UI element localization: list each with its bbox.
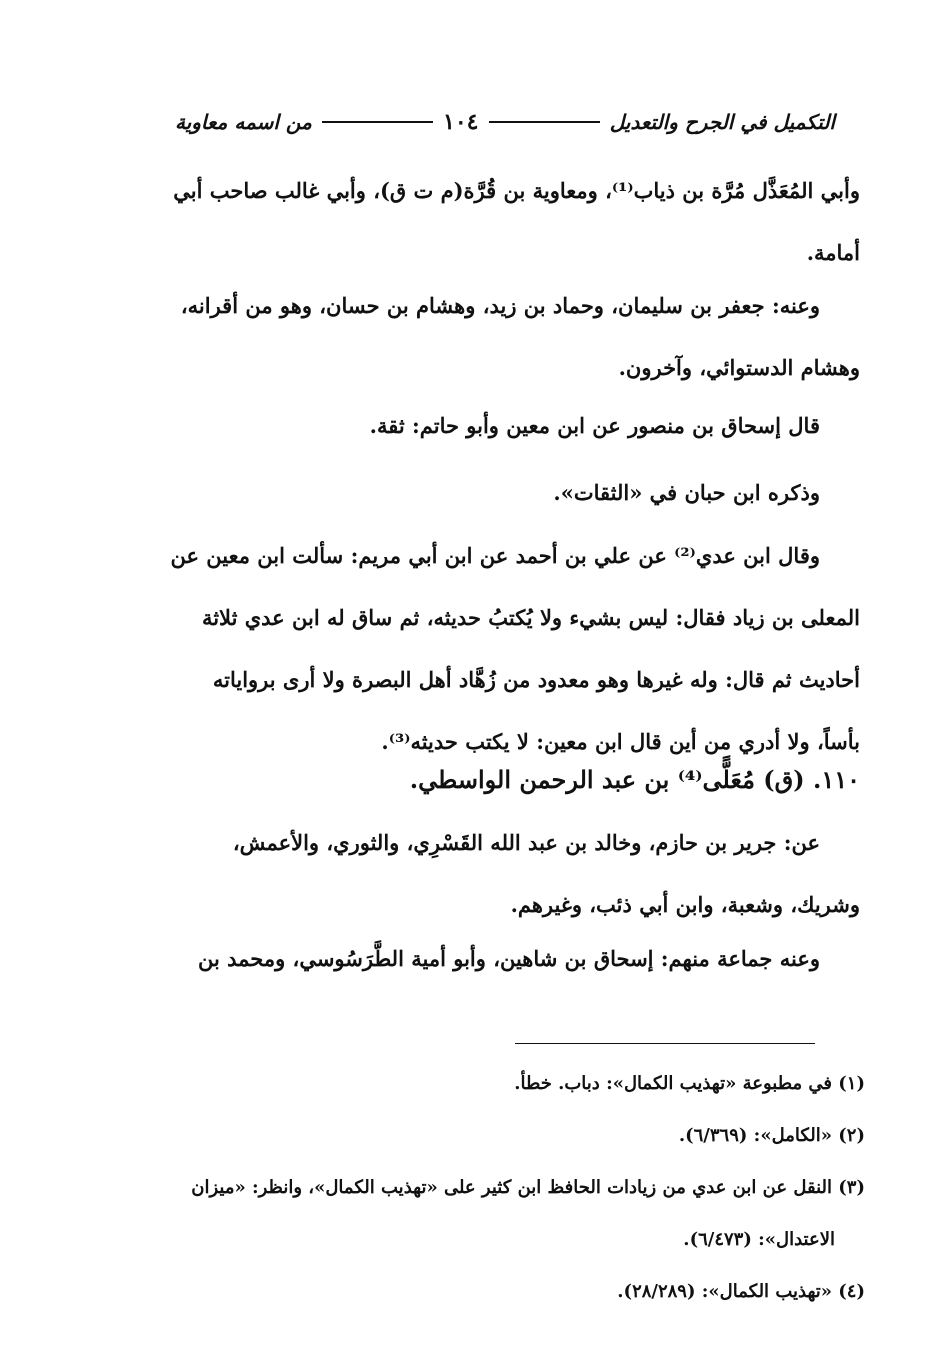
footnote-3: (٣) النقل عن ابن عدي من زيادات الحافظ ابن كثير على «تهذيب الكمال»، وانظر: «ميزان [191,1177,865,1198]
paragraph-6 [130,812,860,936]
footnotes [130,1058,865,1318]
footnote-2: (٢) «الكامل»: (٦/٣٦٩). [678,1125,865,1146]
text-line: وشريك، وشعبة، وابن أبي ذئب، وغيرهم. [510,892,860,917]
text-line: وقال ابن عدي⁽²⁾ عن علي بن أحمد عن ابن أبي مريم: سألت ابن معين عن [170,543,820,568]
text-line: وهشام الدستوائي، وآخرون. [618,355,860,380]
header-book-title: التكميل في الجرح والتعديل [609,110,835,134]
paragraph-7 [130,928,860,990]
footnote-divider [515,1043,815,1044]
paragraph-1 [130,160,860,284]
text-line: أحاديث ثم قال: وله غيرها وهو معدود من زُهَّاد أهل البصرة ولا أرى برواياته [212,667,860,692]
footnote-3-continued: الاعتدال»: (٦/٤٧٣). [683,1229,835,1250]
text-line: وأبي المُعَذَّل مُرَّة بن ذياب⁽¹⁾، ومعاوية بن قُرَّة(م ت ق)، وأبي غالب صاحب أبي [173,178,860,203]
paragraph-5 [130,525,860,773]
page-number: ١٠٤ [443,109,479,135]
paragraph-4 [130,462,860,524]
footnote-4: (٤) «تهذيب الكمال»: (٢٨/٢٨٩). [617,1281,865,1302]
text-line: أمامة. [806,240,860,265]
paragraph-3 [130,395,860,457]
text-line: قال إسحاق بن منصور عن ابن معين وأبو حاتم: ثقة. [369,413,820,438]
header-rule-left [322,121,433,123]
paragraph-2 [130,275,860,399]
header-section-name: من اسمه معاوية [174,110,312,134]
running-header [175,102,835,142]
text-line: وذكره ابن حبان في «الثقات». [553,480,820,505]
text-line: المعلى بن زياد فقال: ليس بشيء ولا يُكتبُ حديثه، ثم ساق له ابن عدي ثلاثة [201,605,860,630]
footnote-1: (١) في مطبوعة «تهذيب الكمال»: دباب. خطأ. [514,1073,865,1094]
text-line: وعنه: جعفر بن سليمان، وحماد بن زيد، وهشام بن حسان، وهو من أقرانه، [180,293,820,318]
entry-heading: ١١٠. (ق) مُعَلًّى⁽⁴⁾ بن عبد الرحمن الواسطي. [409,765,860,794]
text-line: وعنه جماعة منهم: إسحاق بن شاهين، وأبو أمية الطَّرَسُوسي، ومحمد بن [197,946,820,971]
text-line: بأساً، ولا أدري من أين قال ابن معين: لا يكتب حديثه⁽³⁾. [381,729,860,754]
header-rule-right [489,121,600,123]
text-line: عن: جرير بن حازم، وخالد بن عبد الله القَسْرِي، والثوري، والأعمش، [232,830,820,855]
